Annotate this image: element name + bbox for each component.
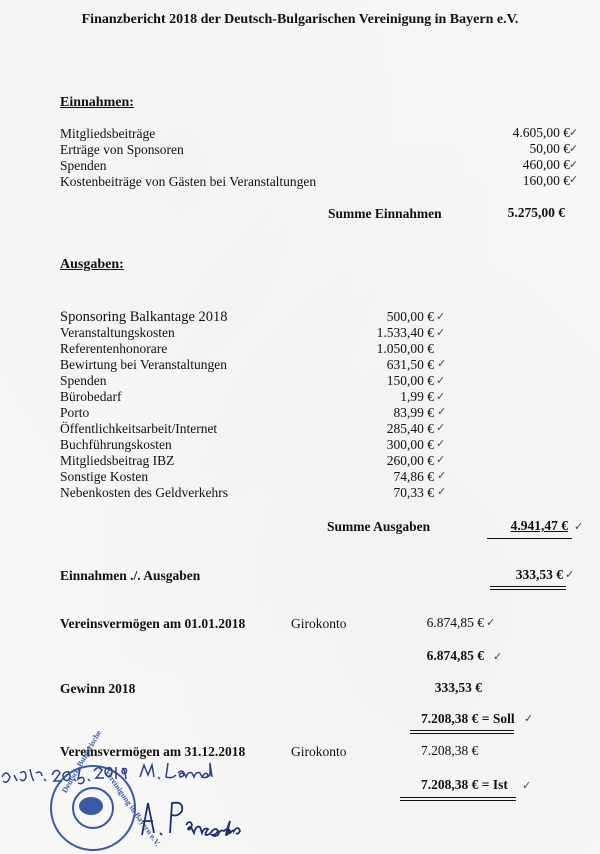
ausgaben-value: 1.533,40 € [376, 325, 434, 340]
ausgaben-label: Nebenkosten des Geldverkehrs [60, 485, 228, 500]
soll-value: 7.208,38 € = Soll [421, 711, 515, 726]
ausgaben-value: 300,00 € [386, 437, 434, 452]
check-icon: ✓ [437, 405, 447, 418]
ausgaben-label: Bürobedarf [60, 389, 122, 404]
einnahmen-label: Mitgliedsbeiträge [60, 126, 156, 141]
saldo-label: Einnahmen ./. Ausgaben [60, 568, 201, 583]
vermoegen-start-label: Vereinsvermögen am 01.01.2018 [60, 616, 246, 631]
summe-einnahmen-value: 5.275,00 € [507, 205, 565, 220]
girokonto-value: 7.208,38 € [421, 743, 479, 758]
ausgaben-label: Buchführungskosten [60, 437, 172, 452]
ausgaben-label: Veranstaltungskosten [60, 325, 175, 340]
ausgaben-label: Mitgliedsbeitrag IBZ [60, 453, 175, 468]
einnahmen-label: Kostenbeiträge von Gästen bei Veranstaltungen [60, 174, 317, 189]
check-icon: ✓ [436, 390, 446, 403]
check-icon: ✓ [436, 437, 446, 450]
ausgaben-value: 260,00 € [386, 453, 434, 468]
check-icon: ✓ [436, 421, 446, 434]
ausgaben-value: 285,40 € [386, 421, 434, 436]
check-icon: ✓ [437, 469, 447, 482]
ausgaben-value: 1,99 € [400, 389, 434, 404]
girokonto-label: Girokonto [291, 744, 347, 759]
einnahmen-label: Spenden [60, 158, 107, 173]
check-icon: ✓ [436, 374, 446, 387]
einnahmen-value: 160,00 € [522, 173, 570, 188]
ausgaben-label: Porto [60, 405, 90, 420]
stamp-text: Deutsch-Bulgarische [60, 728, 104, 795]
check-icon: ✓ [436, 326, 446, 339]
check-icon: ✓ [574, 520, 584, 533]
check-icon: ✓ [436, 310, 446, 323]
double-rule [410, 730, 514, 731]
girokonto-label: Girokonto [291, 616, 347, 631]
ausgaben-label: Öffentlichkeitsarbeit/Internet [60, 421, 218, 436]
check-icon: ✓ [493, 650, 503, 663]
einnahmen-heading: Einnahmen: [60, 95, 134, 110]
check-icon: ✓ [524, 712, 534, 725]
ausgaben-label: Sonstige Kosten [60, 469, 149, 484]
check-icon: ✓ [569, 173, 579, 186]
double-rule [400, 800, 516, 801]
saldo-value: 333,53 € [515, 567, 563, 582]
summe-ausgaben-label: Summe Ausgaben [327, 519, 431, 534]
check-icon: ✓ [486, 616, 496, 629]
summe-einnahmen-label: Summe Einnahmen [328, 206, 442, 221]
girokonto-value: 6.874,85 € [426, 615, 484, 630]
vermoegen-start-total: 6.874,85 € [426, 648, 484, 663]
ist-value: 7.208,38 € = Ist [421, 777, 508, 792]
ausgaben-label: Bewirtung bei Veranstaltungen [60, 357, 227, 372]
ausgaben-heading: Ausgaben: [60, 257, 124, 272]
double-rule [400, 797, 516, 798]
ausgaben-label: Referentenhonorare [60, 341, 168, 356]
vermoegen-end-label: Vereinsvermögen am 31.12.2018 [60, 744, 246, 759]
gewinn-label: Gewinn 2018 [60, 681, 136, 696]
gewinn-value: 333,53 € [434, 680, 482, 695]
einnahmen-value: 4.605,00 € [512, 125, 570, 140]
check-icon: ✓ [569, 126, 579, 139]
ausgaben-value: 150,00 € [386, 373, 434, 388]
check-icon: ✓ [437, 357, 447, 370]
check-icon: ✓ [569, 158, 579, 171]
ausgaben-label: Spenden [60, 373, 107, 388]
check-icon: ✓ [569, 142, 579, 155]
einnahmen-value: 50,00 € [529, 141, 570, 156]
double-rule [490, 589, 566, 590]
double-rule [410, 733, 514, 734]
ausgaben-value: 500,00 € [386, 309, 434, 324]
check-icon: ✓ [437, 485, 447, 498]
handwritten-signatures [0, 755, 280, 845]
einnahmen-value: 460,00 € [522, 157, 570, 172]
ausgaben-value: 1.050,00 € [376, 341, 434, 356]
summe-ausgaben-value: 4.941,47 € [510, 518, 568, 533]
underline-rule [487, 538, 572, 539]
ausgaben-value: 70,33 € [393, 485, 434, 500]
ausgaben-label: Sponsoring Balkantage 2018 [60, 309, 228, 325]
stamp-text: Vereinigung in Bayern e.V. [102, 768, 163, 848]
einnahmen-label: Erträge von Sponsoren [60, 142, 184, 157]
ausgaben-value: 74,86 € [393, 469, 434, 484]
double-rule [490, 586, 566, 587]
document-title: Finanzbericht 2018 der Deutsch-Bulgarischen Vereinigung in Bayern e.V. [81, 12, 519, 27]
check-icon: ✓ [565, 568, 575, 581]
ausgaben-value: 83,99 € [393, 405, 434, 420]
ausgaben-value: 631,50 € [386, 357, 434, 372]
check-icon: ✓ [436, 453, 446, 466]
check-icon: ✓ [522, 779, 532, 792]
